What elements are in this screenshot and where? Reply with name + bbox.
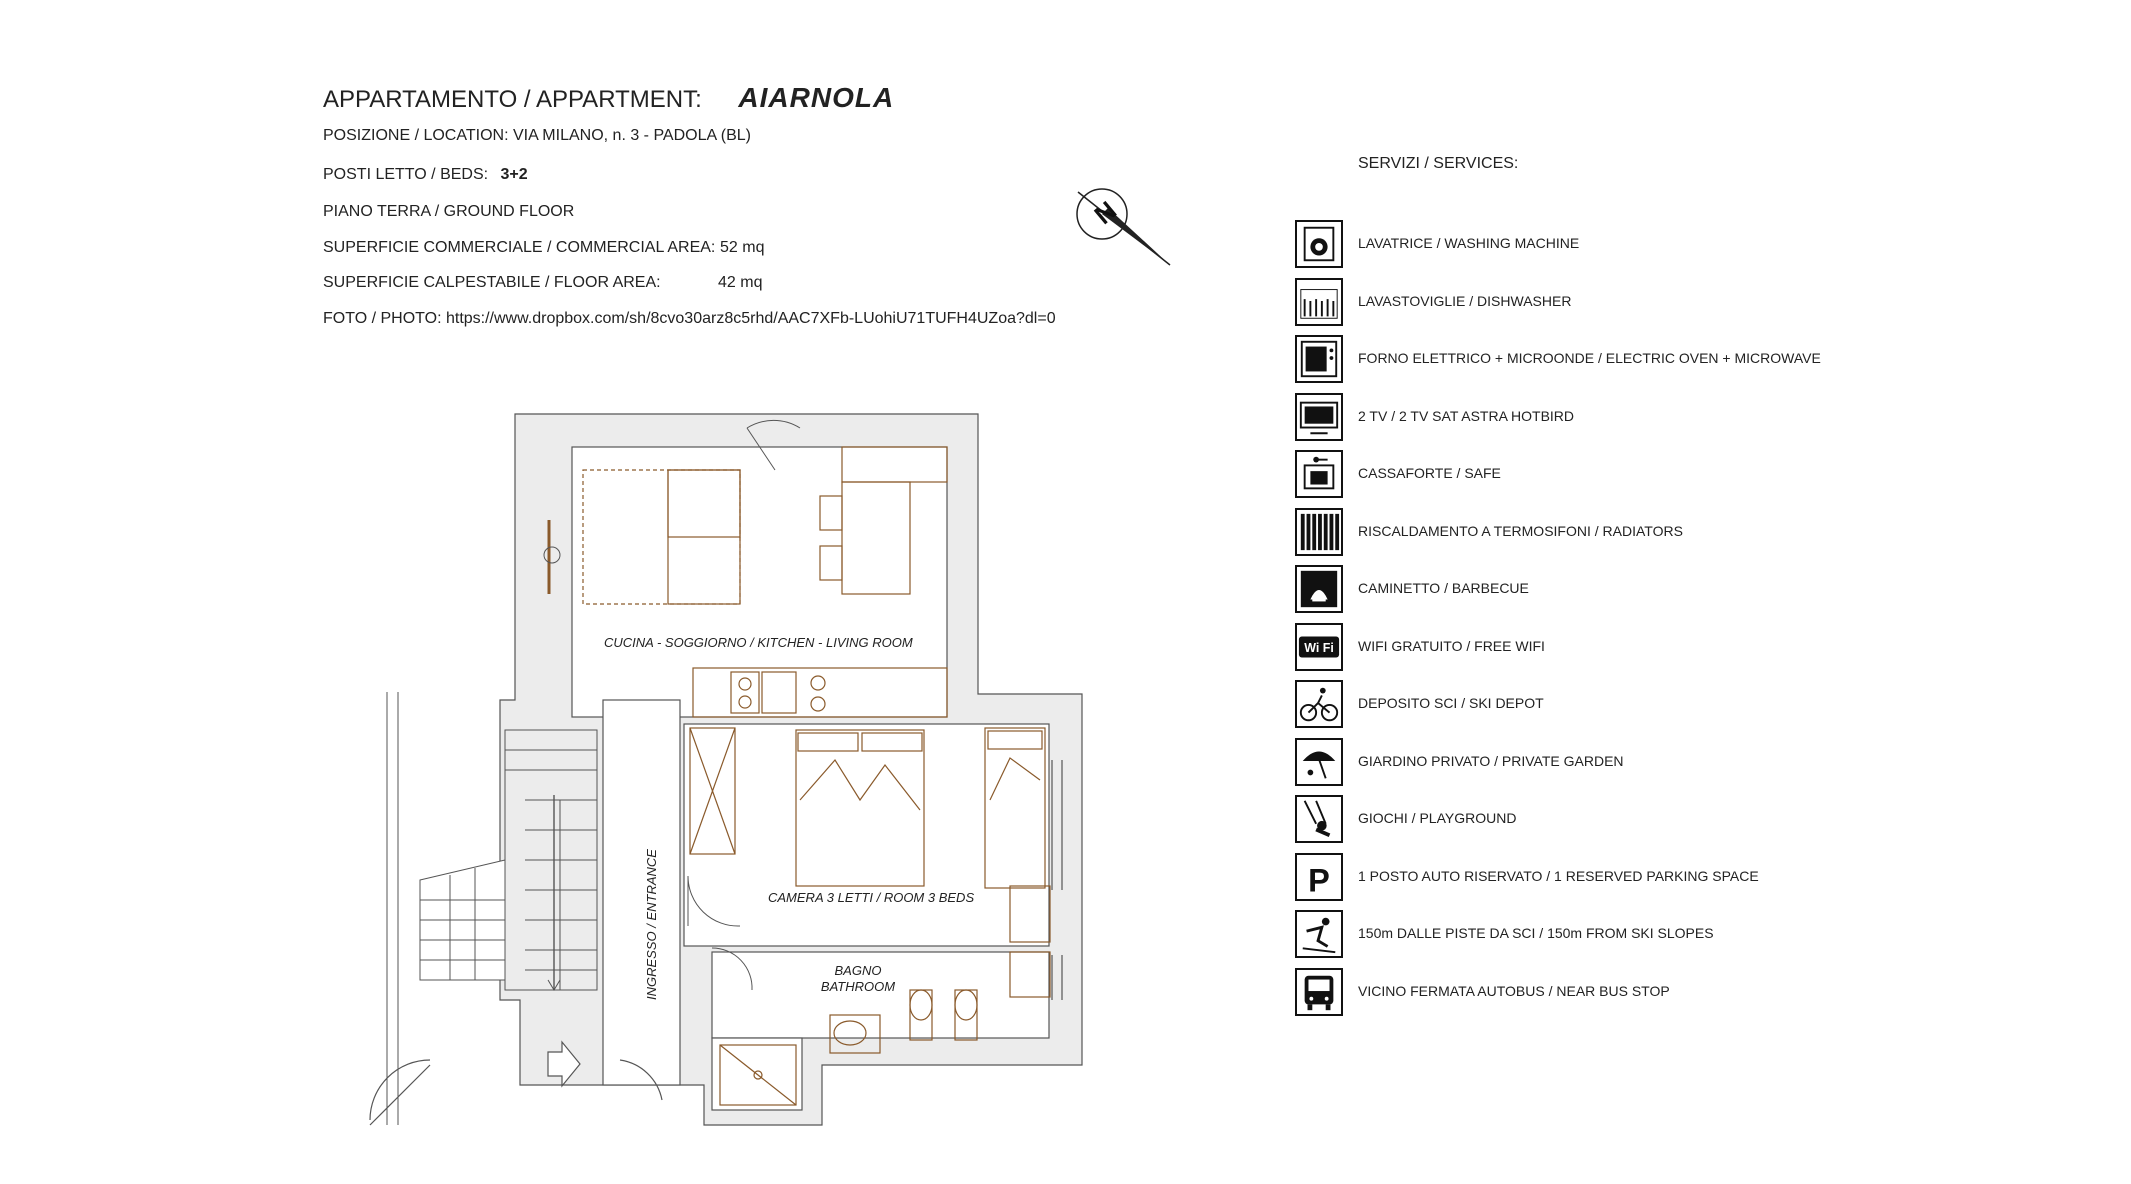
north-letter: N [1088, 195, 1123, 231]
location-line: POSIZIONE / LOCATION: VIA MILANO, n. 3 - PADOLA (BL) [323, 127, 751, 144]
dishwasher-icon [1295, 278, 1343, 326]
service-label: LAVATRICE / WASHING MACHINE [1358, 235, 1580, 251]
services-heading: SERVIZI / SERVICES: [1358, 155, 1519, 172]
oven-microwave-icon [1295, 335, 1343, 383]
beds-value: 3+2 [500, 166, 528, 183]
service-item [1295, 335, 2075, 385]
service-label: GIOCHI / PLAYGROUND [1358, 810, 1517, 826]
service-label: GIARDINO PRIVATO / PRIVATE GARDEN [1358, 752, 1624, 769]
service-item [1295, 910, 2075, 960]
svg-text:Wi Fi: Wi Fi [1304, 640, 1334, 655]
service-label: FORNO ELETTRICO + MICROONDE / ELECTRIC OVEN + MICROWAVE [1358, 350, 1821, 366]
service-label: 1 POSTO AUTO RISERVATO / 1 RESERVED PARKING SPACE [1358, 867, 1759, 884]
service-label: DEPOSITO SCI / SKI DEPOT [1358, 695, 1544, 711]
service-label: LAVASTOVIGLIE / DISHWASHER [1358, 292, 1572, 309]
service-label: VICINO FERMATA AUTOBUS / NEAR BUS STOP [1358, 982, 1670, 999]
washing-machine-icon [1295, 220, 1343, 268]
service-item [1295, 565, 2075, 615]
wifi-icon [1295, 623, 1343, 671]
umbrella-icon [1295, 738, 1343, 786]
beds-label: POSTI LETTO / BEDS: [323, 166, 489, 183]
service-label: RISCALDAMENTO A TERMOSIFONI / RADIATORS [1358, 522, 1683, 539]
photo-link[interactable]: FOTO / PHOTO: https://www.dropbox.com/sh/8cvo30arz8c5rhd/AAC7XFb-LUohiU71TUFH4UZoa?dl=0 [323, 310, 1056, 327]
fireplace-icon [1295, 565, 1343, 613]
bicycle-icon [1295, 680, 1343, 728]
service-label: CAMINETTO / BARBECUE [1358, 580, 1529, 596]
label-bedroom: CAMERA 3 LETTI / ROOM 3 BEDS [768, 890, 975, 905]
radiator-icon [1295, 508, 1343, 556]
apartment-name: AIARNOLA [738, 82, 895, 113]
svg-text:P: P [1308, 861, 1330, 898]
parking-icon [1295, 853, 1343, 901]
service-item [1295, 680, 2075, 730]
service-item [1295, 738, 2075, 788]
bus-icon [1295, 968, 1343, 1016]
commercial-area-label: SUPERFICIE COMMERCIALE / COMMERCIAL AREA: [323, 239, 716, 256]
service-item [1295, 968, 2075, 1018]
service-item [1295, 623, 2075, 673]
skier-icon [1295, 910, 1343, 958]
service-item [1295, 795, 2075, 845]
label-bathroom-en: BATHROOM [820, 979, 896, 994]
service-label: 2 TV / 2 TV SAT ASTRA HOTBIRD [1358, 407, 1575, 424]
service-item [1295, 853, 2075, 903]
floor-line: PIANO TERRA / GROUND FLOOR [323, 203, 575, 220]
tv-icon [1295, 393, 1343, 441]
north-arrow-icon [1077, 189, 1170, 265]
floor-area-value: 42 mq [718, 274, 763, 291]
label-bathroom-it: BAGNO [834, 963, 882, 978]
floor-area-label: SUPERFICIE CALPESTABILE / FLOOR AREA: [323, 274, 661, 291]
service-item [1295, 393, 2075, 443]
service-item [1295, 508, 2075, 558]
label-entrance: INGRESSO / ENTRANCE [644, 849, 659, 1000]
service-item [1295, 220, 2075, 270]
service-label: WIFI GRATUITO / FREE WIFI [1358, 637, 1545, 654]
service-item [1295, 450, 2075, 500]
label-kitchen-living: CUCINA - SOGGIORNO / KITCHEN - LIVING ROOM [604, 635, 913, 650]
service-label: 150m DALLE PISTE DA SCI / 150m FROM SKI SLOPES [1358, 925, 1714, 941]
safe-icon [1295, 450, 1343, 498]
commercial-area-value: 52 mq [720, 239, 765, 256]
title-prefix: APPARTAMENTO / APPARTMENT: [323, 86, 702, 113]
service-label: CASSAFORTE / SAFE [1358, 465, 1501, 481]
service-item [1295, 278, 2075, 328]
swing-icon [1295, 795, 1343, 843]
